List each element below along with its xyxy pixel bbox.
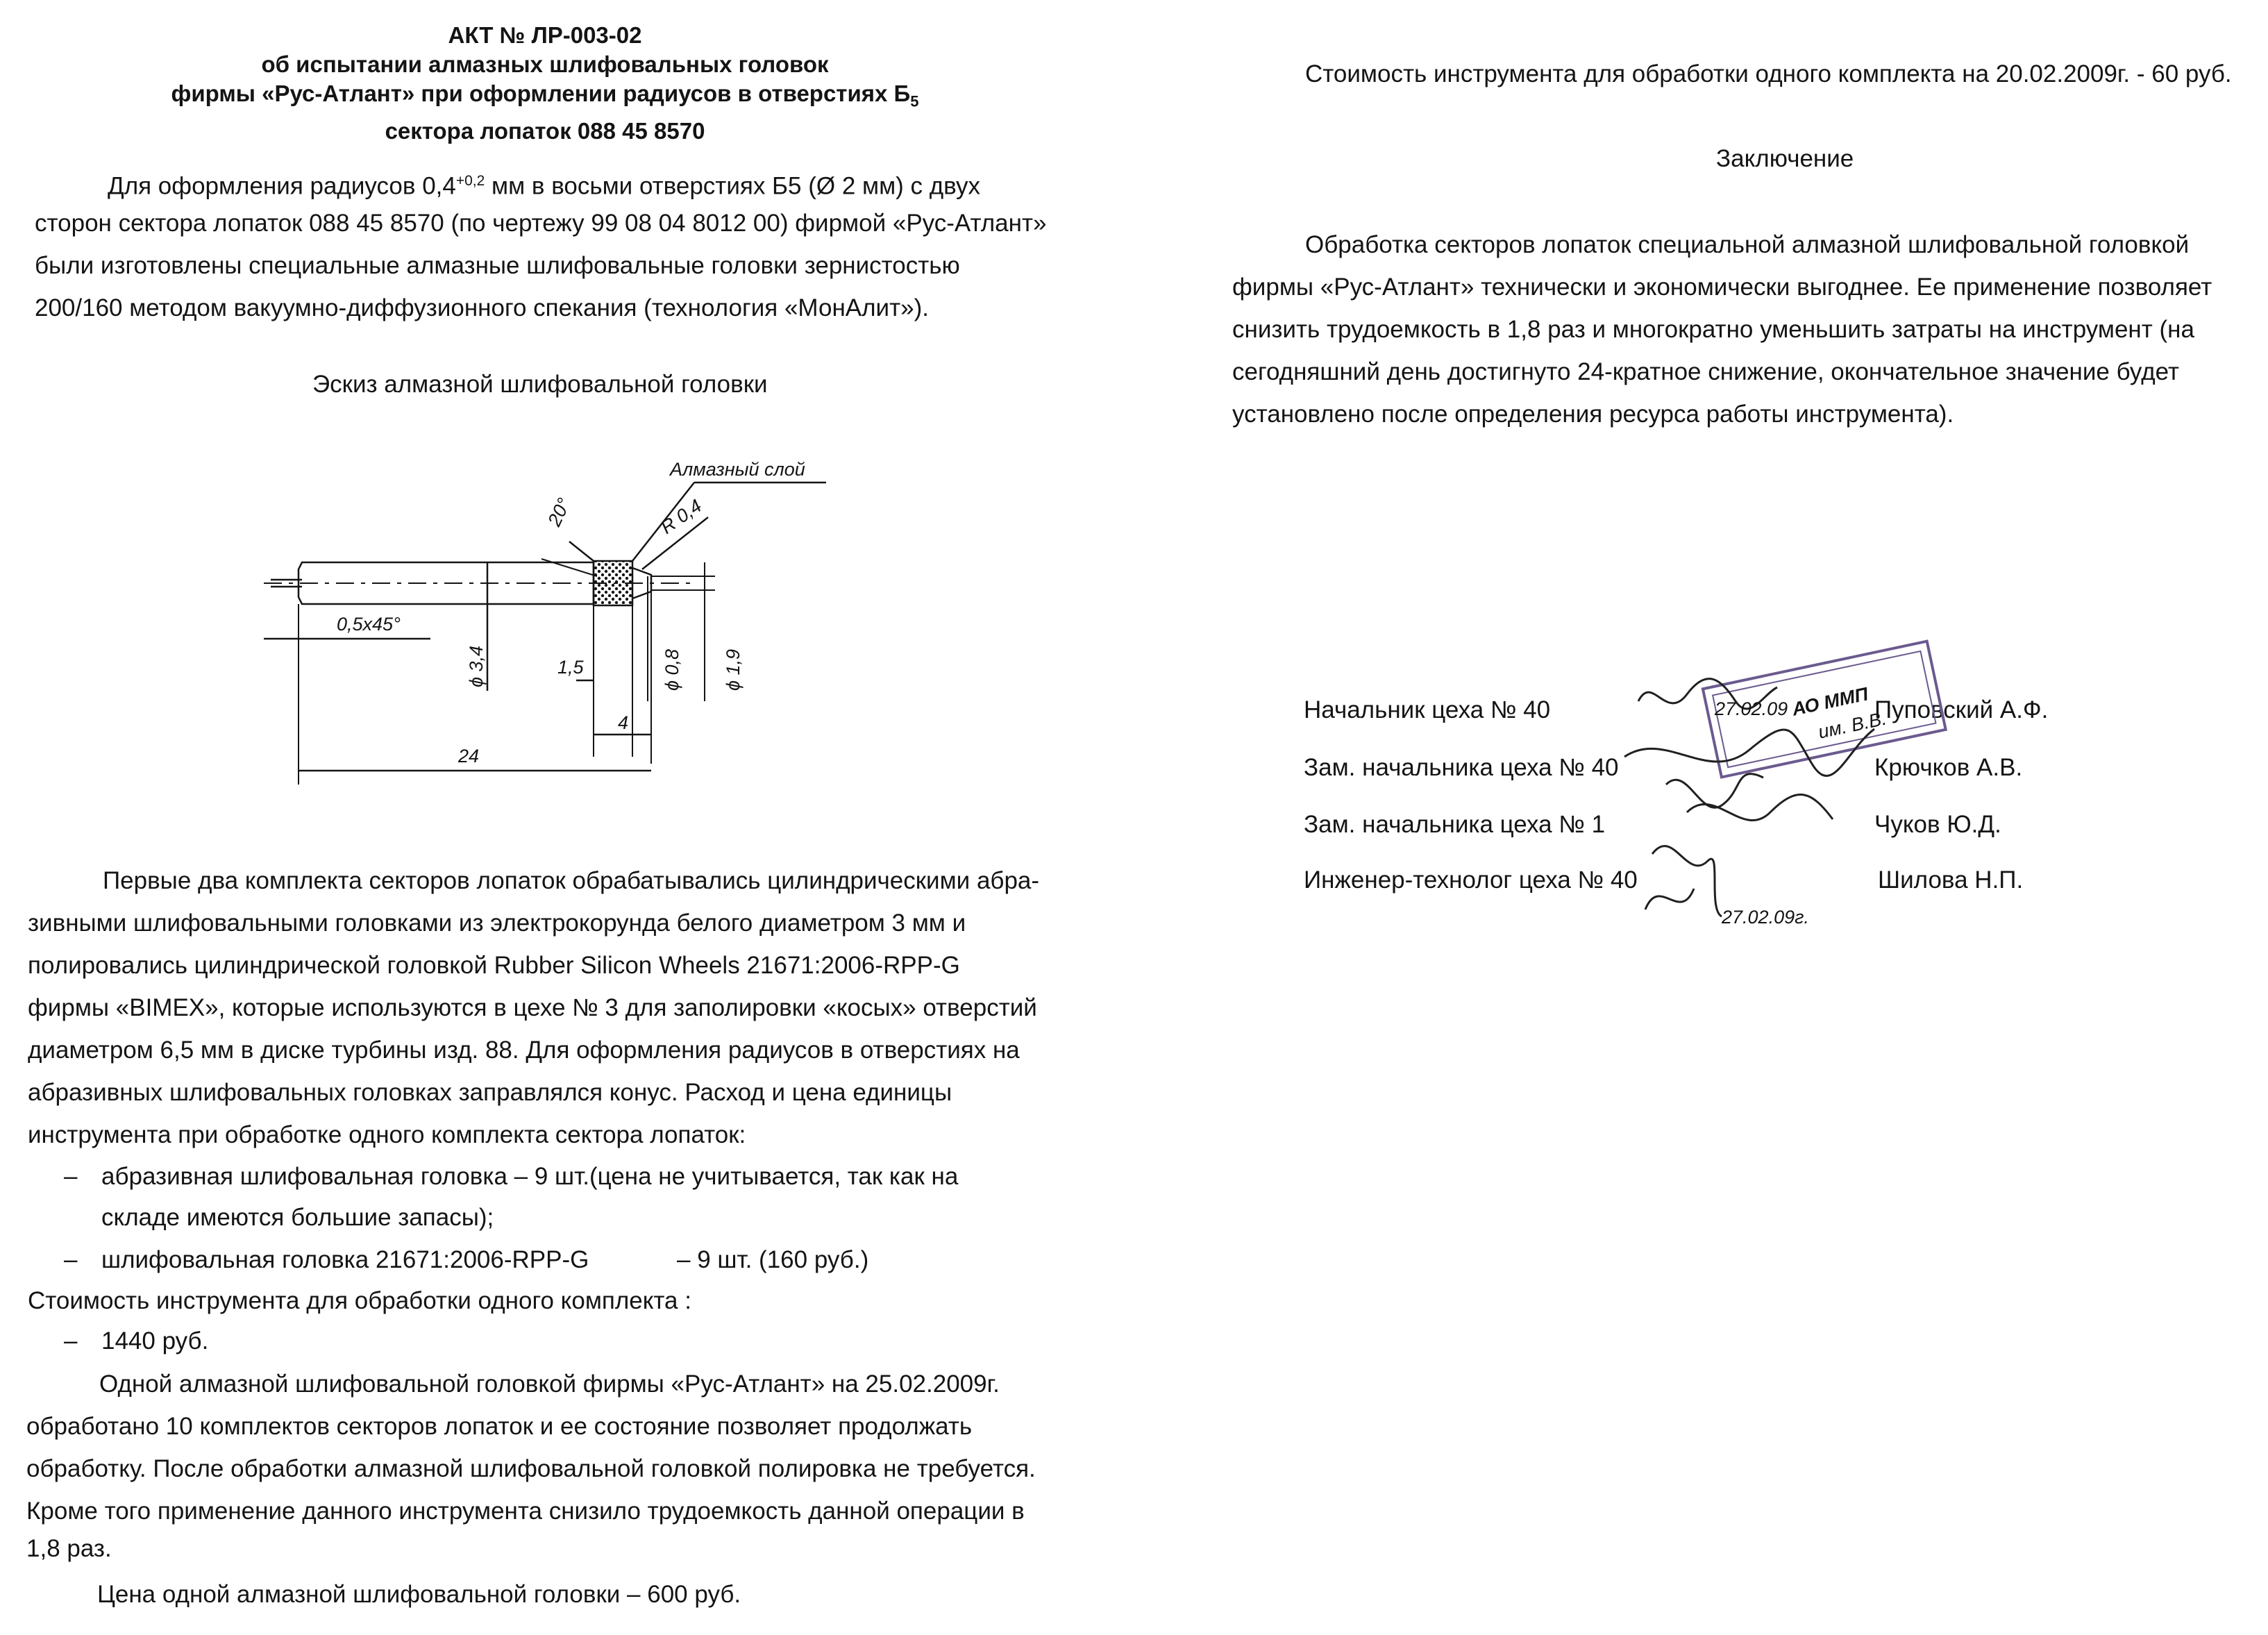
p2-line-1: Одной алмазной шлифовальной головкой фирмы «Рус-Атлант» на 25.02.2009г.: [99, 1370, 1000, 1398]
bullet-dash-1: –: [64, 1163, 78, 1190]
handwritten-date-2: 27.02.09г.: [1722, 907, 1809, 928]
label-24: 24: [458, 746, 480, 766]
p1-line-3: полировались цилиндрической головкой Rubber Silicon Wheels 21671:2006-RPP-G: [28, 952, 960, 979]
p2-line-2: обработано 10 комплектов секторов лопаток и ее состояние позволяет продолжать: [26, 1413, 973, 1440]
diamond-layer: [594, 561, 632, 605]
title-line-4: сектора лопаток 088 45 8570: [385, 117, 705, 144]
intro-line-1: [108, 160, 980, 208]
label-diamond-layer: Алмазный слой: [670, 459, 805, 480]
signatures-and-stamp: [1583, 646, 1972, 937]
bullet-1-line-2: складе имеются большие запасы);: [101, 1204, 494, 1231]
svg-text:им. В.В.: им. В.В.: [1816, 707, 1889, 743]
intro-line-1-a: Для оформления радиусов 0,4: [108, 172, 456, 200]
label-d19: ϕ 1,9: [723, 648, 744, 691]
conclusion-line-3: снизить трудоемкость в 1,8 раз и многократно уменьшить затраты на инструмент (на: [1232, 316, 2194, 343]
signature-position-1: Начальник цеха № 40: [1304, 696, 1551, 723]
signature-name-1: Пуповский А.Ф.: [1874, 696, 2049, 723]
bullet-dash-2: –: [64, 1246, 78, 1273]
grinding-head-sketch: [250, 437, 805, 798]
conclusion-line-5: установлено после определения ресурса работы инструмента).: [1232, 401, 1954, 428]
intro-line-1-b: мм в восьми отверстиях Б5 (Ø 2 мм) с двух: [485, 172, 980, 200]
title-line-1: АКТ № ЛР-003-02: [448, 22, 642, 48]
title-line-3-subscript: 5: [910, 92, 919, 110]
label-d34: ϕ 3,4: [466, 645, 487, 687]
conclusion-title: Заключение: [1716, 145, 1854, 172]
signature-position-2: Зам. начальника цеха № 40: [1304, 754, 1619, 781]
conclusion-line-4: сегодняшний день достигнуто 24-кратное снижение, окончательное значение будет: [1232, 358, 2179, 385]
p1-line-1: Первые два комплекта секторов лопаток обрабатывались цилиндрическими абра-: [103, 867, 1040, 894]
svg-text:АО ММП: АО ММП: [1790, 683, 1870, 720]
signature-name-3: Чуков Ю.Д.: [1874, 811, 2001, 838]
title-line-3: [97, 79, 993, 117]
p1-line-6: абразивных шлифовальных головках заправлялся конус. Расход и цена единицы: [28, 1079, 952, 1106]
bullet-2-name: шлифовальная головка 21671:2006-RPP-G: [101, 1246, 589, 1273]
tolerance-superscript: +0,2: [455, 173, 485, 189]
bullet-2-value: – 9 шт. (160 руб.): [677, 1246, 869, 1273]
signature-name-4: Шилова Н.П.: [1878, 866, 2024, 894]
price-line: Цена одной алмазной шлифовальной головки – 600 руб.: [97, 1581, 741, 1608]
conclusion-line-1: Обработка секторов лопаток специальной алмазной шлифовальной головкой: [1305, 231, 2190, 258]
p1-line-4: фирмы «BIMEX», которые используются в цехе № 3 для заполировки «косых» отверстий: [28, 994, 1037, 1021]
label-radius: R 0,4: [657, 495, 706, 538]
p1-line-5: диаметром 6,5 мм в диске турбины изд. 88. Для оформления радиусов в отверстиях на: [28, 1037, 1020, 1064]
signature-position-3: Зам. начальника цеха № 1: [1304, 811, 1606, 838]
p1-line-7: инструмента при обработке одного комплекта сектора лопаток:: [28, 1121, 746, 1148]
bullet-1-line-1: абразивная шлифовальная головка – 9 шт.(цена не учитывается, так как на: [101, 1163, 959, 1190]
right-cost-line: Стоимость инструмента для обработки одного комплекта на 20.02.2009г. - 60 руб.: [1305, 60, 2232, 87]
signature-name-2: Крючков А.В.: [1874, 754, 2023, 781]
title-line-3-text: фирмы «Рус-Атлант» при оформлении радиусов в отверстиях Б: [171, 81, 911, 106]
bullet-dash-3: –: [64, 1327, 78, 1355]
conclusion-line-2: фирмы «Рус-Атлант» технически и экономически выгоднее. Ее применение позволяет: [1232, 274, 2212, 301]
intro-line-4: 200/160 методом вакуумно-диффузионного спекания (технология «МонАлит»).: [35, 294, 929, 321]
p2-line-4: Кроме того применение данного инструмента снизило трудоемкость данной операции в: [26, 1498, 1025, 1525]
label-angle: 20°: [544, 494, 575, 530]
document-title: [97, 21, 993, 146]
intro-line-3: были изготовлены специальные алмазные шлифовальные головки зернистостью: [35, 252, 960, 279]
angle-leader: [569, 542, 594, 561]
p2-line-3: обработку. После обработки алмазной шлифовальной головкой полировка не требуется.: [26, 1455, 1036, 1482]
title-line-2: об испытании алмазных шлифовальных головок: [261, 51, 829, 77]
cost-value: 1440 руб.: [101, 1327, 209, 1355]
label-4: 4: [618, 712, 629, 733]
p2-line-5: 1,8 раз.: [26, 1535, 112, 1562]
label-15: 1,5: [557, 657, 584, 678]
signature-position-4: Инженер-технолог цеха № 40: [1304, 866, 1638, 894]
sketch-title: Эскиз алмазной шлифовальной головки: [312, 371, 768, 398]
cost-label: Стоимость инструмента для обработки одного комплекта :: [28, 1287, 691, 1314]
p1-line-2: зивными шлифовальными головками из электрокорунда белого диаметром 3 мм и: [28, 909, 966, 937]
intro-line-2: сторон сектора лопаток 088 45 8570 (по чертежу 99 08 04 8012 00) фирмой «Рус-Атлант»: [35, 210, 1047, 237]
label-d08: ϕ 0,8: [662, 648, 682, 691]
handwritten-date-1: 27.02.09: [1715, 698, 1788, 719]
label-chamfer: 0,5х45°: [337, 614, 401, 635]
